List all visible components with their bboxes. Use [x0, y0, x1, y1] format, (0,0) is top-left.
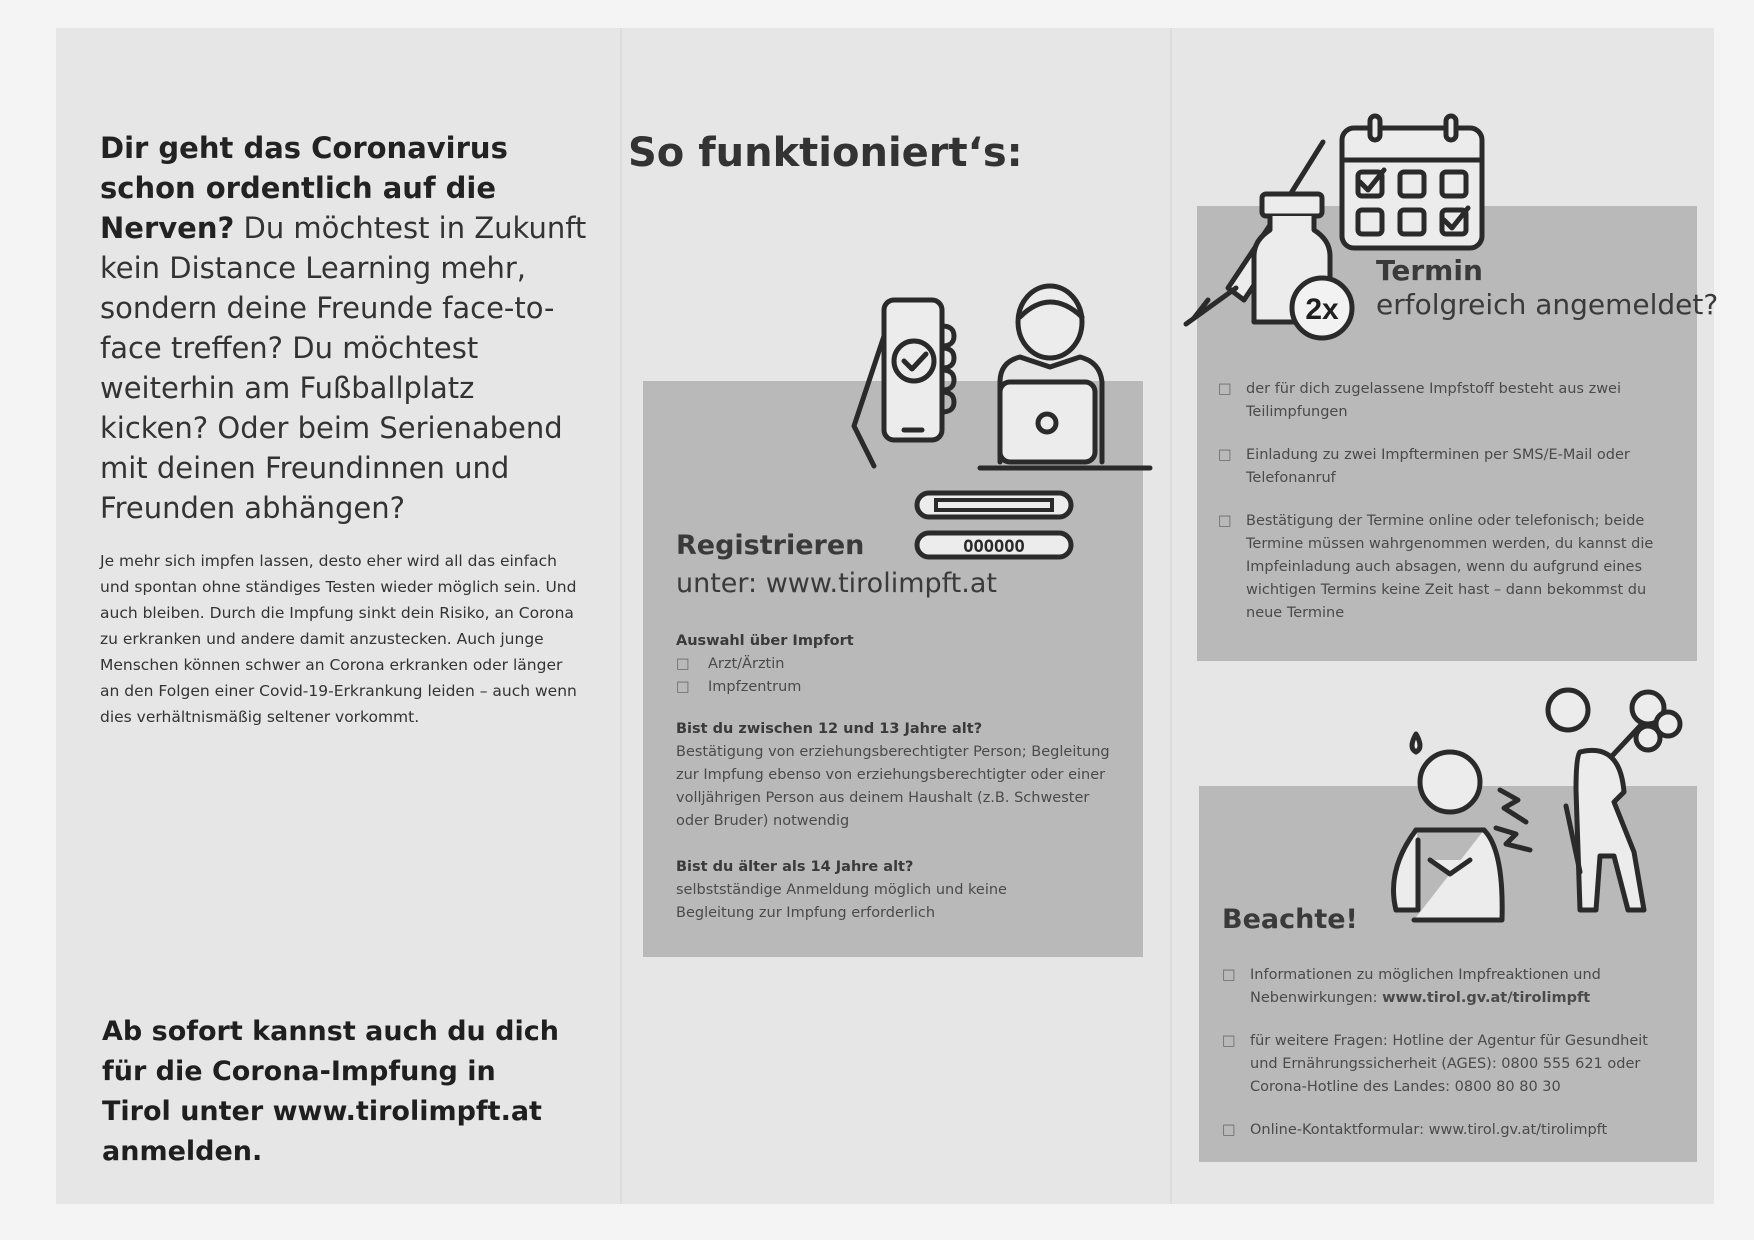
intro-paragraph: [100, 128, 590, 528]
termin-list: [1218, 378, 1658, 645]
list-item: □ Einladung zu zwei Impfterminen per SMS/E-Mail oder Telefonanruf: [1218, 447, 1630, 486]
person-laptop-icon: [980, 282, 1150, 472]
age-14-section: [676, 856, 1036, 925]
call-to-action: Ab sofort kannst auch du dich für die Corona-Impfung in Tirol unter www.tirolimpft.at anmelden.: [102, 1016, 559, 1167]
beachte-title: Beachte!: [1222, 904, 1358, 935]
pain-person-icon: [1540, 686, 1690, 936]
age-12-13-section: [676, 718, 1121, 833]
fold-line: [620, 28, 622, 1204]
register-heading: Registrieren: [676, 530, 865, 561]
impfort-heading: Auswahl über Impfort: [676, 633, 854, 649]
age-12-13-heading: Bist du zwischen 12 und 13 Jahre alt?: [676, 721, 983, 737]
list-item: □ Informationen zu möglichen Impfreaktionen und Nebenwirkungen: www.tirol.gv.at/tirolimpft: [1222, 967, 1601, 1006]
login-code: OOOOOO: [963, 537, 1025, 557]
dose-count-badge: [1288, 274, 1356, 342]
fold-line: [1170, 28, 1172, 1204]
age-14-text: selbstständige Anmeldung möglich und keine Begleitung zur Impfung erforderlich: [676, 882, 1007, 921]
list-item: □ der für dich zugelassene Impfstoff besteht aus zwei Teilimpfungen: [1218, 381, 1622, 420]
register-url: unter: www.tirolimpft.at: [676, 568, 997, 599]
termin-title: Termin: [1376, 254, 1483, 287]
impfort-section: [676, 630, 1126, 699]
list-item: □ Bestätigung der Termine online oder telefonisch; beide Termine müssen wahrgenommen werden, du kannst die Impfeinladung auch absagen, wenn du aufgrund eines wichtigen Termins keine Zeit hast – dann bekommst du neue Termine: [1218, 513, 1654, 621]
dose-count-text: 2x: [1305, 293, 1339, 326]
body-paragraph: Je mehr sich impfen lassen, desto eher wird all das einfach und spontan ohne ständiges Testen wieder möglich sein. Und auch bleiben. Durch die Impfung sinkt dein Risiko, an Corona zu erkranken und andere damit anzustecken. Auch junge Menschen können schwer an Corona erkranken oder länger an den Folgen einer Covid-19-Erkrankung leiden – auch wenn dies verhältnismäßig seltener vorkommt.: [100, 552, 577, 726]
intro-rest: Du möchtest in Zukunft kein Distance Learning mehr, sondern deine Freunde face-to-face treffen? Du möchtest weiterhin am Fußballplatz kicken? Oder beim Serienabend mit deinen Freundinnen und Freunden abhängen?: [100, 211, 587, 525]
termin-subtitle: erfolgreich angemeldet?: [1376, 288, 1719, 321]
list-item: □ für weitere Fragen: Hotline der Agentur für Gesundheit und Ernährungssicherheit (AGES): 0800 555 621 oder Corona-Hotline des Landes: 0800 80 80 30: [1222, 1033, 1648, 1095]
login-form-icon: [914, 490, 1074, 560]
phone-check-icon: [844, 296, 994, 476]
age-14-heading: Bist du älter als 14 Jahre alt?: [676, 859, 914, 875]
list-item: □ Arzt/Ärztin: [676, 656, 785, 672]
howto-title: So funktioniert‘s:: [628, 130, 1023, 176]
list-item: □ Impfzentrum: [676, 679, 802, 695]
calendar-icon: [1338, 114, 1486, 252]
list-item: □ Online-Kontaktformular: www.tirol.gv.at/tirolimpft: [1222, 1122, 1608, 1138]
age-12-13-text: Bestätigung von erziehungsberechtigter Person; Begleitung zur Impfung ebenso von erziehungsberechtigter oder einer volljährigen Person aus deinem Haushalt (z.B. Schwester oder Bruder) notwendig: [676, 744, 1110, 829]
info-link[interactable]: www.tirol.gv.at/tirolimpft: [1382, 990, 1591, 1006]
sick-person-icon: [1360, 730, 1540, 940]
beachte-list: [1222, 964, 1672, 1162]
intro-bold: Dir geht das Coronavirus schon ordentlich auf die Nerven?: [100, 131, 508, 245]
